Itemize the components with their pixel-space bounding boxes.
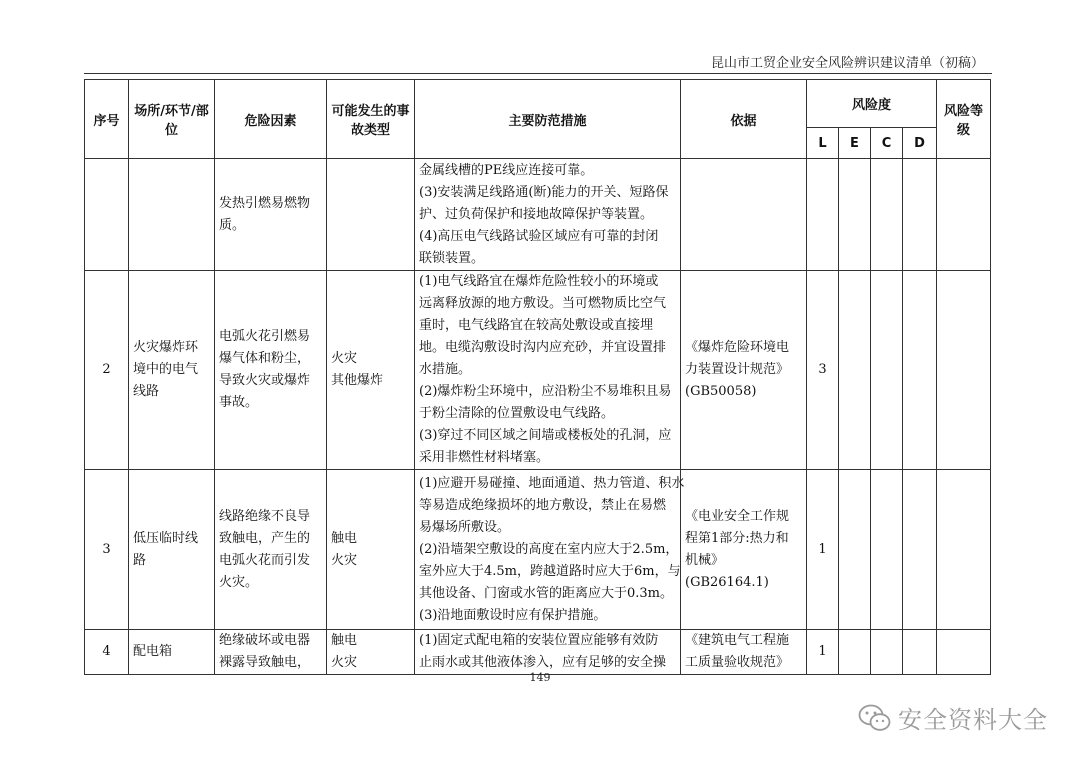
table-row [85,159,991,271]
cell-line: 致触电，产生的 [219,530,311,546]
cell-line: 机械》(GB26164.1) [685,552,769,590]
cell-measures [415,470,685,630]
col-header-risk-degree: 风险度 [807,80,937,128]
cell-line: 境中的电气 [133,362,199,377]
cell-place [129,470,215,630]
cell-line: 火灾 [331,351,358,366]
cell-line: (3)安装满足线路通(断)能力的开关、短路保 [419,184,669,200]
cell-hazard [215,159,327,271]
cell-line: 地。电缆沟敷设时沟内应充砂，并宜设置排 [419,340,667,355]
cell-level [937,271,991,470]
cell-c [871,159,903,271]
cell-hazard [215,630,327,675]
cell-line: 工质量验收规范》 [685,655,790,670]
cell-level [937,470,991,630]
cell-line: 《建筑电气工程施 [685,633,790,648]
cell-line: 发热引燃易燃物 [219,195,311,211]
wechat-icon [858,703,892,733]
cell-line: 金属线槽的PE线应连接可靠。 [419,162,594,178]
cell-measures [415,271,681,470]
cell-line: (3)穿过不同区域之间墙或楼板处的孔洞，应 [419,428,672,443]
cell-line: 导致火灾或爆炸 [219,373,311,388]
cell-level [937,630,991,675]
col-header-l: L [807,128,839,159]
cell-e [839,470,871,630]
cell-basis [681,630,807,675]
cell-line: 联锁装置。 [419,250,485,266]
watermark-text: 安全资料大全 [898,706,1048,734]
col-header-c: C [871,128,903,159]
cell-line: 力装置设计规范》 [685,362,790,377]
cell-line: 水措施。 [419,362,472,377]
page-number: 149 [529,671,551,684]
cell-e [839,159,871,271]
cell-line: 质。 [219,217,246,233]
cell-e [839,271,871,470]
cell-line: (GB50058) [685,384,757,399]
cell-line: 护、过负荷保护和接地故障保护等装置。 [419,206,654,222]
cell-d [903,271,937,470]
cell-basis [681,159,807,271]
cell-l: 1 [807,630,839,675]
document-header: 昆山市工贸企业安全风险辨识建议清单（初稿） [710,56,984,71]
cell-line: 路 [133,552,147,568]
cell-no [85,159,129,271]
col-header-place: 场所/环节/部位 [129,80,215,159]
cell-d [903,470,937,630]
cell-no: 4 [85,630,129,675]
cell-hazard [215,470,327,630]
cell-no: 2 [85,271,129,470]
cell-line: 触电 [331,633,358,648]
cell-line: 等易造成绝缘损坏的地方敷设，禁止在易燃 [419,497,667,513]
cell-line: (2)爆炸粉尘环境中，应沿粉尘不易堆积且易 [419,384,672,399]
cell-line: 裸露导致触电， [219,655,311,670]
cell-line: 低压临时线 [133,530,199,546]
cell-accident [327,271,415,470]
cell-line: (1)固定式配电箱的安装位置应能够有效防 [419,633,659,648]
cell-line: (1)应避开易碰撞、地面通道、热力管道、积水 [419,475,685,491]
col-header-measures: 主要防范措施 [415,80,681,159]
risk-table [84,79,991,675]
cell-basis [681,470,807,630]
table-row [85,630,991,675]
cell-line: 爆气体和粉尘， [219,351,311,366]
cell-measures [415,159,681,271]
cell-place [129,271,215,470]
cell-d [903,159,937,271]
cell-d [903,630,937,675]
cell-line: 触电 [331,530,358,546]
cell-line: 火灾爆炸环 [133,340,199,355]
cell-accident [327,470,415,630]
table-row [85,271,991,470]
col-header-level: 风险等级 [937,80,991,159]
cell-line: (3)沿地面敷设时应有保护措施。 [419,607,607,623]
cell-no: 3 [85,470,129,630]
cell-line: 易爆场所敷设。 [419,519,511,535]
cell-l: 1 [807,470,839,630]
risk-table-body [85,159,991,675]
cell-place [129,630,215,675]
cell-level [937,159,991,271]
cell-line: 其他爆炸 [331,373,384,388]
cell-line: 火灾 [331,552,358,568]
cell-l [807,159,839,271]
cell-accident [327,630,415,675]
col-header-d: D [903,128,937,159]
header-rule [84,73,992,74]
cell-c [871,630,903,675]
cell-line: 电弧火花而引发 [219,552,311,568]
cell-line: (4)高压电气线路试验区域应有可靠的封闭 [419,228,659,244]
cell-line: 线路绝缘不良导 [219,508,311,524]
cell-line: 采用非燃性材料堵塞。 [419,450,550,465]
cell-c [871,470,903,630]
cell-line: 线路 [133,384,160,399]
cell-line: 止雨水或其他液体渗入，应有足够的安全操 [419,655,667,670]
col-header-e: E [839,128,871,159]
cell-place [129,159,215,271]
cell-line: 其他设备、门窗或水管的距离应大于0.3m。 [419,585,674,601]
cell-line: 事故。 [219,395,259,410]
col-header-accident: 可能发生的事故类型 [327,80,415,159]
col-header-no: 序号 [85,80,129,159]
cell-line: 火灾。 [219,574,259,590]
watermark [858,700,1048,735]
col-header-basis: 依据 [681,80,807,159]
cell-line: 《电业安全工作规 [685,508,790,524]
cell-line: 远离释放源的地方敷设。当可燃物质比空气 [419,296,667,311]
cell-line: 火灾 [331,655,358,670]
cell-line: 配电箱 [133,644,173,659]
cell-line: 于粉尘清除的位置敷设电气线路。 [419,406,615,421]
cell-measures [415,630,681,675]
cell-hazard [215,271,327,470]
cell-line: 绝缘破坏或电器 [219,633,311,648]
cell-line: 电弧火花引燃易 [219,329,311,344]
col-header-hazard: 危险因素 [215,80,327,159]
cell-line: 程第1部分:热力和 [685,530,789,546]
cell-line: (2)沿墙架空敷设的高度在室内应大于2.5m， [419,541,679,557]
table-row [85,470,991,630]
cell-l: 3 [807,271,839,470]
cell-line: 室外应大于4.5m，跨越道路时应大于6m，与 [419,563,681,579]
cell-line: 重时，电气线路宜在较高处敷设或直接埋 [419,318,654,333]
cell-basis [681,271,807,470]
cell-line: 《爆炸危险环境电 [685,340,790,355]
cell-accident [327,159,415,271]
cell-c [871,271,903,470]
cell-e [839,630,871,675]
cell-line: (1)电气线路宜在爆炸危险性较小的环境或 [419,274,659,289]
